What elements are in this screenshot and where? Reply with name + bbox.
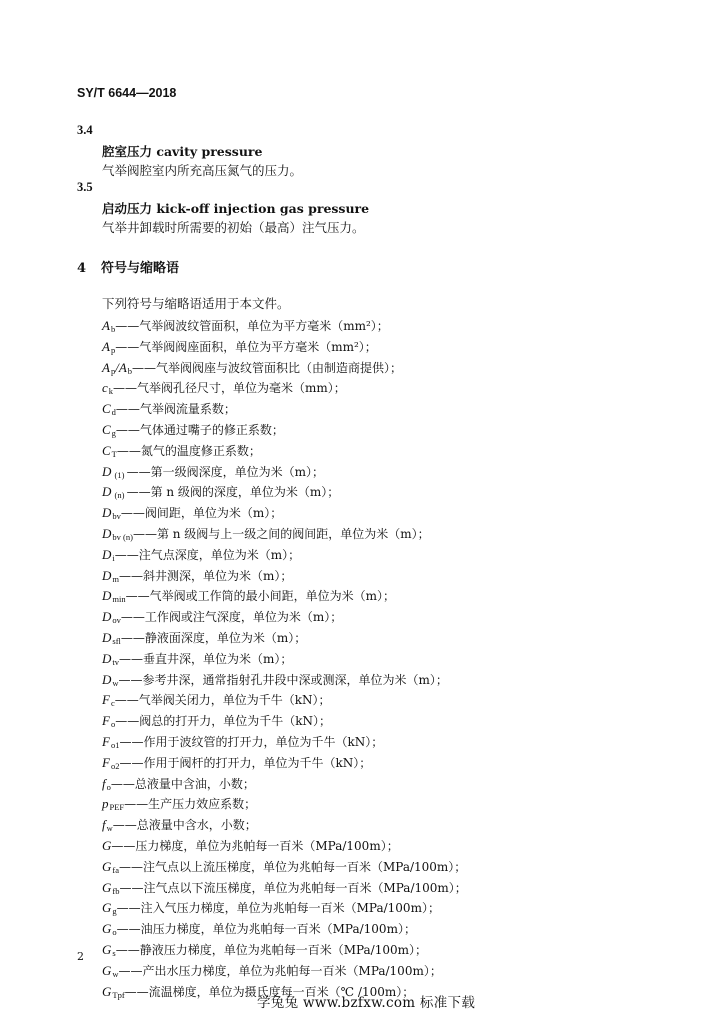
symbol-entry: [102, 462, 467, 483]
symbol-description: ——气举阀流量系数；: [115, 402, 236, 417]
symbol-description: ——阀间距，单位为米（m）；: [120, 506, 283, 521]
symbol-description: ——氮气的温度修正系数；: [116, 443, 261, 458]
symbol-subscript: o: [110, 719, 116, 730]
section-title: 符号与缩略语: [101, 261, 180, 276]
symbol-description: ——第 n 级阀的深度，单位为米（m）；: [126, 485, 340, 500]
symbol-letter: G: [102, 858, 112, 874]
symbol-entry: [102, 524, 467, 545]
symbol-letter: G: [102, 983, 112, 999]
symbol-description: ——流温梯度，单位为摄氏度每一百米（℃ /100m）；: [124, 984, 415, 999]
symbol-subscript: w: [106, 823, 113, 834]
symbol-entry: [102, 482, 467, 503]
symbol-entry: [102, 441, 467, 462]
symbol-letter: F: [102, 733, 110, 749]
symbol-subscript: (1): [112, 469, 127, 480]
symbol-letter: G: [102, 837, 112, 853]
symbol-description: ——压力梯度，单位为兆帕每一百米（MPa/100m）；: [111, 838, 399, 853]
symbol-letter: D: [102, 505, 112, 521]
symbol-subscript: g: [112, 906, 117, 917]
symbol-letter: A: [102, 318, 110, 333]
symbol-description: ——作用于阀杆的打开力，单位为千牛（kN）；: [119, 755, 372, 770]
symbol-letter: G: [102, 879, 112, 895]
symbol-subscript: T: [111, 448, 117, 459]
symbol-subscript: bv: [112, 511, 121, 522]
symbol-subscript: Tpf: [112, 989, 125, 1000]
symbol-letter: F: [102, 713, 110, 729]
symbol-subscript: i: [112, 552, 115, 563]
symbol-subscript: k: [108, 386, 114, 397]
symbol-letter: D: [102, 629, 112, 645]
symbol-entry: [102, 753, 467, 774]
symbol-subscript: o2: [110, 760, 120, 771]
symbol-letter: C: [102, 401, 111, 417]
symbol-entry: [102, 545, 467, 566]
symbol-description: ——静液面深度，单位为米（m）；: [120, 630, 307, 645]
symbol-letter: c: [102, 380, 108, 396]
symbol-subscript: c: [110, 698, 115, 709]
symbol-letter: A: [102, 359, 110, 375]
symbol-entry: [102, 732, 467, 753]
symbol-letter: D: [102, 484, 112, 500]
symbol-entry: [102, 690, 467, 711]
symbol-letter: G: [102, 941, 112, 957]
term-title: 腔室压力 cavity pressure: [102, 144, 263, 159]
symbol-subscript: p: [110, 365, 116, 376]
symbol-list: [102, 316, 467, 1002]
symbol-subscript: d: [111, 407, 116, 418]
symbol-entry: [102, 337, 467, 358]
symbol-description: ——注气点深度，单位为米（m）；: [114, 547, 301, 562]
symbol-subscript: o: [112, 927, 117, 938]
symbol-description: ——静液压力梯度，单位为兆帕每一百米（MPa/100m）；: [115, 942, 428, 957]
symbol-entry: [102, 503, 467, 524]
symbol-entry: [102, 815, 467, 836]
symbol-letter: p: [102, 796, 109, 812]
symbol-subscript: g: [111, 427, 116, 438]
symbol-subscript: w: [112, 968, 119, 979]
symbol-description: ——气举阀阀座与波纹管面积比（由制造商提供）；: [132, 360, 403, 375]
symbol-letter: D: [102, 463, 112, 479]
symbol-subscript: o1: [110, 739, 120, 750]
symbol-subscript: min: [112, 594, 126, 605]
symbol-entry: [102, 670, 467, 691]
symbol-entry: [102, 607, 467, 628]
symbol-letter: f: [102, 817, 106, 833]
section-intro: 下列符号与缩略语适用于本文件。: [102, 296, 290, 311]
symbol-subscript: fa: [112, 864, 119, 875]
section-heading: [77, 257, 179, 276]
symbol-description: ——产出水压力梯度，单位为兆帕每一百米（MPa/100m）；: [118, 963, 442, 978]
symbol-subscript: b: [110, 324, 116, 334]
section-number: 4: [77, 261, 87, 276]
symbol-letter: D: [102, 546, 112, 562]
symbol-letter: C: [102, 421, 111, 437]
symbol-description: ——气举阀阀座面积，单位为平方毫米（mm²）；: [115, 339, 377, 354]
symbol-description: ——气体通过嘴子的修正系数；: [115, 422, 284, 437]
symbol-entry: [102, 961, 467, 982]
symbol-letter: G: [102, 962, 112, 978]
clause-number: 3.4: [77, 123, 93, 137]
symbol-description: ——作用于波纹管的打开力，单位为千牛（kN）；: [119, 734, 384, 749]
symbol-entry: [102, 857, 467, 878]
symbol-subscript: p: [110, 344, 116, 355]
symbol-description: ——气举阀波纹管面积，单位为平方毫米（mm²）；: [115, 319, 389, 333]
symbol-letter: F: [102, 692, 110, 708]
symbol-letter: D: [102, 650, 112, 666]
symbol-description: ——注入气压力梯度，单位为兆帕每一百米（MPa/100m）；: [116, 901, 440, 916]
symbol-letter: C: [102, 442, 111, 458]
symbol-entry: [102, 399, 467, 420]
symbol-letter: G: [102, 900, 112, 916]
symbol-description: ——总液量中含油，小数；: [110, 776, 255, 791]
symbol-entry: [102, 586, 467, 607]
symbol-description: ——气举阀或工作筒的最小间距，单位为米（m）；: [125, 589, 396, 604]
term-title: 启动压力 kick-off injection gas pressure: [102, 201, 370, 216]
clause-number: 3.5: [77, 180, 93, 194]
symbol-entry: [102, 898, 467, 919]
symbol-subscript: ov: [112, 615, 121, 626]
term-definition: 气举井卸载时所需要的初始（最高）注气压力。: [102, 220, 365, 235]
symbol-description: ——生产压力效应系数；: [124, 797, 257, 812]
symbol-description: ——工作阀或注气深度，单位为米（m）；: [120, 610, 343, 625]
symbol-subscript: (n): [112, 490, 127, 501]
symbol-subscript: sfl: [112, 635, 121, 646]
symbol-description: ——气举阀关闭力，单位为千牛（kN）；: [114, 693, 331, 708]
symbol-entry: [102, 649, 467, 670]
symbol-letter: f: [102, 775, 106, 791]
symbol-description: ——阀总的打开力，单位为千牛（kN）；: [115, 714, 331, 729]
symbol-entry: [102, 794, 467, 815]
symbol-entry: [102, 566, 467, 587]
symbol-letter: D: [102, 609, 112, 625]
symbol-description: ——注气点以上流压梯度，单位为兆帕每一百米（MPa/100m）；: [119, 859, 467, 874]
symbol-letter: D: [102, 525, 112, 541]
symbol-entry: [102, 919, 467, 940]
symbol-letter: D: [102, 588, 112, 604]
symbol-letter: D: [102, 671, 112, 687]
symbol-letter: A: [102, 338, 110, 354]
symbol-description: ——斜井测深，单位为米（m）；: [119, 568, 293, 583]
watermark: 学兔兔 www.bzfxw.com 标准下载: [257, 995, 476, 1011]
symbol-subscript: m: [112, 573, 120, 584]
symbol-description: ——注气点以下流压梯度，单位为兆帕每一百米（MPa/100m）；: [119, 880, 467, 895]
symbol-subscript: b: [127, 365, 133, 376]
symbol-letter: F: [102, 754, 110, 770]
symbol-entry: [102, 878, 467, 899]
symbol-entry: [102, 628, 467, 649]
symbol-entry: [102, 378, 467, 399]
symbol-description: ——总液量中含水，小数；: [112, 818, 257, 833]
symbol-subscript: s: [112, 947, 116, 958]
symbol-letter: G: [102, 921, 112, 937]
symbol-entry: [102, 940, 467, 961]
symbol-entry: [102, 711, 467, 732]
symbol-description: ——参考井深，通常指射孔井段中深或测深，单位为米（m）；: [118, 672, 448, 687]
symbol-entry: [102, 836, 467, 857]
standard-code: SY/T 6644—2018: [77, 86, 177, 100]
symbol-description: ——气举阀孔径尺寸，单位为毫米（mm）；: [113, 381, 346, 396]
symbol-letter: D: [102, 567, 112, 583]
symbol-entry: [102, 358, 467, 379]
symbol-subscript: fb: [112, 885, 120, 896]
symbol-description: ——第一级阀深度，单位为米（m）；: [126, 464, 324, 479]
symbol-description: ——垂直井深，单位为米（m）；: [119, 651, 293, 666]
symbol-entry: [102, 316, 467, 337]
symbol-description: ——第 n 级阀与上一级之间的阀间距，单位为米（m）；: [132, 526, 430, 541]
symbol-subscript: PEF: [109, 802, 125, 813]
symbol-description: ——油压力梯度，单位为兆帕每一百米（MPa/100m）；: [116, 922, 416, 937]
page-number: 2: [77, 950, 84, 963]
symbol-entry: [102, 420, 467, 441]
symbol-subscript: o: [106, 781, 111, 792]
symbol-subscript: bv (n): [112, 531, 133, 542]
symbol-subscript: tv: [112, 656, 120, 667]
symbol-letter: /A: [115, 359, 127, 375]
symbol-entry: [102, 774, 467, 795]
symbol-subscript: w: [112, 677, 119, 688]
term-definition: 气举阀腔室内所充高压氮气的压力。: [102, 163, 303, 178]
